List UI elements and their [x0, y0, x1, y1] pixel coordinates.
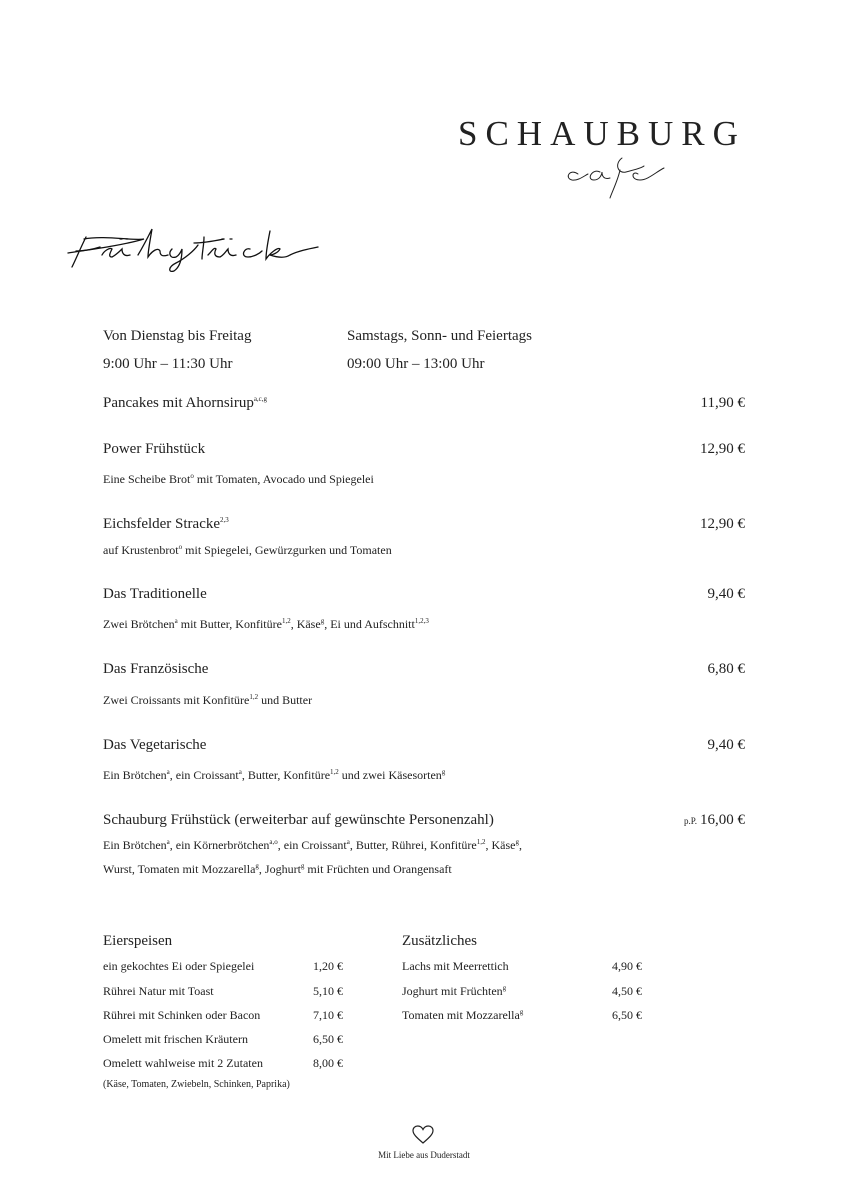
weekend-label: Samstags, Sonn- und Feiertags: [347, 328, 532, 344]
menu-item-name: Das Traditionelle: [103, 586, 207, 602]
menu-item-description: Ein Brötchen$^a$, ein Croissant$^a$, Butter, Konfitüre$^{1,2}$ und zwei Käsesorten$^g$: [103, 768, 446, 782]
menu-item-name: Pancakes mit Ahornsirup$^{a,c,g}$: [103, 395, 268, 411]
menu-item-name: Das Französische: [103, 661, 209, 677]
heart-icon: [412, 1125, 434, 1145]
menu-item-description-line2: Wurst, Tomaten mit Mozzarella$^g$, Joghurt$^g$ mit Früchten und Orangensaft: [103, 862, 452, 876]
per-person-label: p.P.: [683, 816, 697, 826]
weekday-label: Von Dienstag bis Freitag: [103, 328, 252, 344]
menu-item-description: Zwei Brötchen$^a$ mit Butter, Konfitüre$^{1,2}$, Käse$^g$, Ei und Aufschnitt$^{1,2,3}$: [103, 617, 429, 631]
eggs-row: Rührei Natur mit Toast 5,10 €: [103, 984, 343, 998]
extras-section-title: Zusätzliches: [402, 933, 477, 949]
menu-item-price: 9,40 €: [707, 737, 745, 753]
menu-item-description: auf Krustenbrot$^o$ mit Spiegelei, Gewürzgurken und Tomaten: [103, 543, 392, 557]
menu-item-description: Ein Brötchen$^a$, ein Körnerbrötchen$^{a,o}$, ein Croissant$^a$, Butter, Rührei, Konfitüre$^{1,2}$, Käse$^g$,: [103, 838, 522, 852]
eggs-note: (Käse, Tomaten, Zwiebeln, Schinken, Paprika): [103, 1079, 290, 1090]
menu-item-name: Power Frühstück: [103, 441, 206, 457]
eggs-row: ein gekochtes Ei oder Spiegelei 1,20 €: [103, 959, 343, 973]
extras-row: Lachs mit Meerrettich 4,90 €: [402, 959, 642, 973]
menu-item-name: Schauburg Frühstück (erweiterbar auf gewünschte Personenzahl): [103, 812, 494, 828]
eggs-row: Omelett mit frischen Kräutern 6,50 €: [103, 1032, 343, 1046]
extras-row: Joghurt mit Früchten$^g$ 4,50 €: [402, 984, 642, 998]
weekend-time: 09:00 Uhr – 13:00 Uhr: [347, 356, 485, 372]
eggs-row: Omelett wahlweise mit 2 Zutaten 8,00 €: [103, 1056, 343, 1070]
menu-item-description: Zwei Croissants mit Konfitüre$^{1,2}$ und Butter: [103, 693, 313, 707]
menu-item-price: 11,90 €: [700, 395, 745, 411]
page-title-script: [64, 225, 324, 275]
eggs-section-title: Eierspeisen: [103, 933, 173, 949]
eggs-row: Rührei mit Schinken oder Bacon 7,10 €: [103, 1008, 343, 1022]
menu-item-price: p.P. 16,00 €: [683, 812, 745, 828]
menu-item-description: Eine Scheibe Brot$^o$ mit Tomaten, Avocado und Spiegelei: [103, 472, 374, 486]
menu-item-name: Das Vegetarische: [103, 737, 207, 753]
menu-item-name: Eichsfelder Stracke$^{2,3}$: [103, 516, 229, 532]
brand-name: SCHAUBURG: [458, 114, 746, 153]
menu-item-price: 12,90 €: [700, 516, 745, 532]
menu-item-price: 9,40 €: [707, 586, 745, 602]
extras-row: Tomaten mit Mozzarella$^g$ 6,50 €: [402, 1008, 642, 1022]
weekday-time: 9:00 Uhr – 11:30 Uhr: [103, 356, 233, 372]
menu-item-price: 6,80 €: [707, 661, 745, 677]
menu-item-price: 12,90 €: [700, 441, 745, 457]
brand-script-logo: [560, 150, 670, 200]
footer-text: Mit Liebe aus Duderstadt: [378, 1150, 470, 1160]
